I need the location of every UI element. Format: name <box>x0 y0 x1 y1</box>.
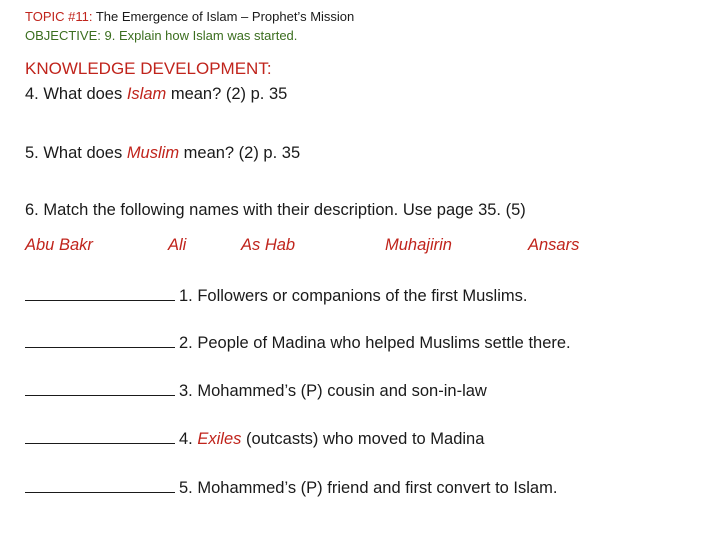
objective-line <box>25 28 297 44</box>
match-instruction: 6. Match the following names with their description. Use page 35. (5) <box>25 201 526 219</box>
match-row-5 <box>25 478 557 498</box>
question-prefix: 5. What does <box>25 144 127 162</box>
answer-blank[interactable] <box>25 429 175 444</box>
name-ali: Ali <box>168 236 187 254</box>
description-text: 5. Mohammed’s (P) friend and first convert to Islam. <box>179 479 558 497</box>
description-text: 2. People of Madina who helped Muslims settle there. <box>179 334 571 352</box>
section-title: KNOWLEDGE DEVELOPMENT: <box>25 59 272 78</box>
match-row-1 <box>25 286 527 306</box>
objective-label: OBJECTIVE: <box>25 28 101 43</box>
objective-text: 9. Explain how Islam was started. <box>104 28 298 43</box>
answer-blank[interactable] <box>25 381 175 396</box>
question-4 <box>25 85 287 104</box>
match-row-3 <box>25 381 487 401</box>
name-abu-bakr: Abu Bakr <box>25 236 93 254</box>
name-ansars: Ansars <box>528 236 580 254</box>
description-term: Exiles <box>197 430 242 448</box>
question-prefix: 4. What does <box>25 85 127 103</box>
question-suffix: mean? (2) p. 35 <box>166 85 288 103</box>
answer-blank[interactable] <box>25 333 175 348</box>
name-muhajirin: Muhajirin <box>385 236 452 254</box>
name-as-hab: As Hab <box>241 236 296 254</box>
description-text: 3. Mohammed’s (P) cousin and son-in-law <box>179 382 487 400</box>
question-5 <box>25 144 300 163</box>
question-term: Muslim <box>126 144 180 162</box>
match-row-4 <box>25 429 484 449</box>
match-row-2 <box>25 333 571 353</box>
answer-blank[interactable] <box>25 286 175 301</box>
answer-blank[interactable] <box>25 478 175 493</box>
question-term: Islam <box>126 85 167 103</box>
topic-line <box>25 9 354 25</box>
question-suffix: mean? (2) p. 35 <box>179 144 301 162</box>
description-suffix: (outcasts) who moved to Madina <box>241 430 485 448</box>
topic-text: The Emergence of Islam – Prophet’s Mission <box>95 9 355 24</box>
topic-label: TOPIC #11: <box>25 9 93 24</box>
description-text: 4. <box>179 430 198 448</box>
description-text: 1. Followers or companions of the first Muslims. <box>179 287 528 305</box>
